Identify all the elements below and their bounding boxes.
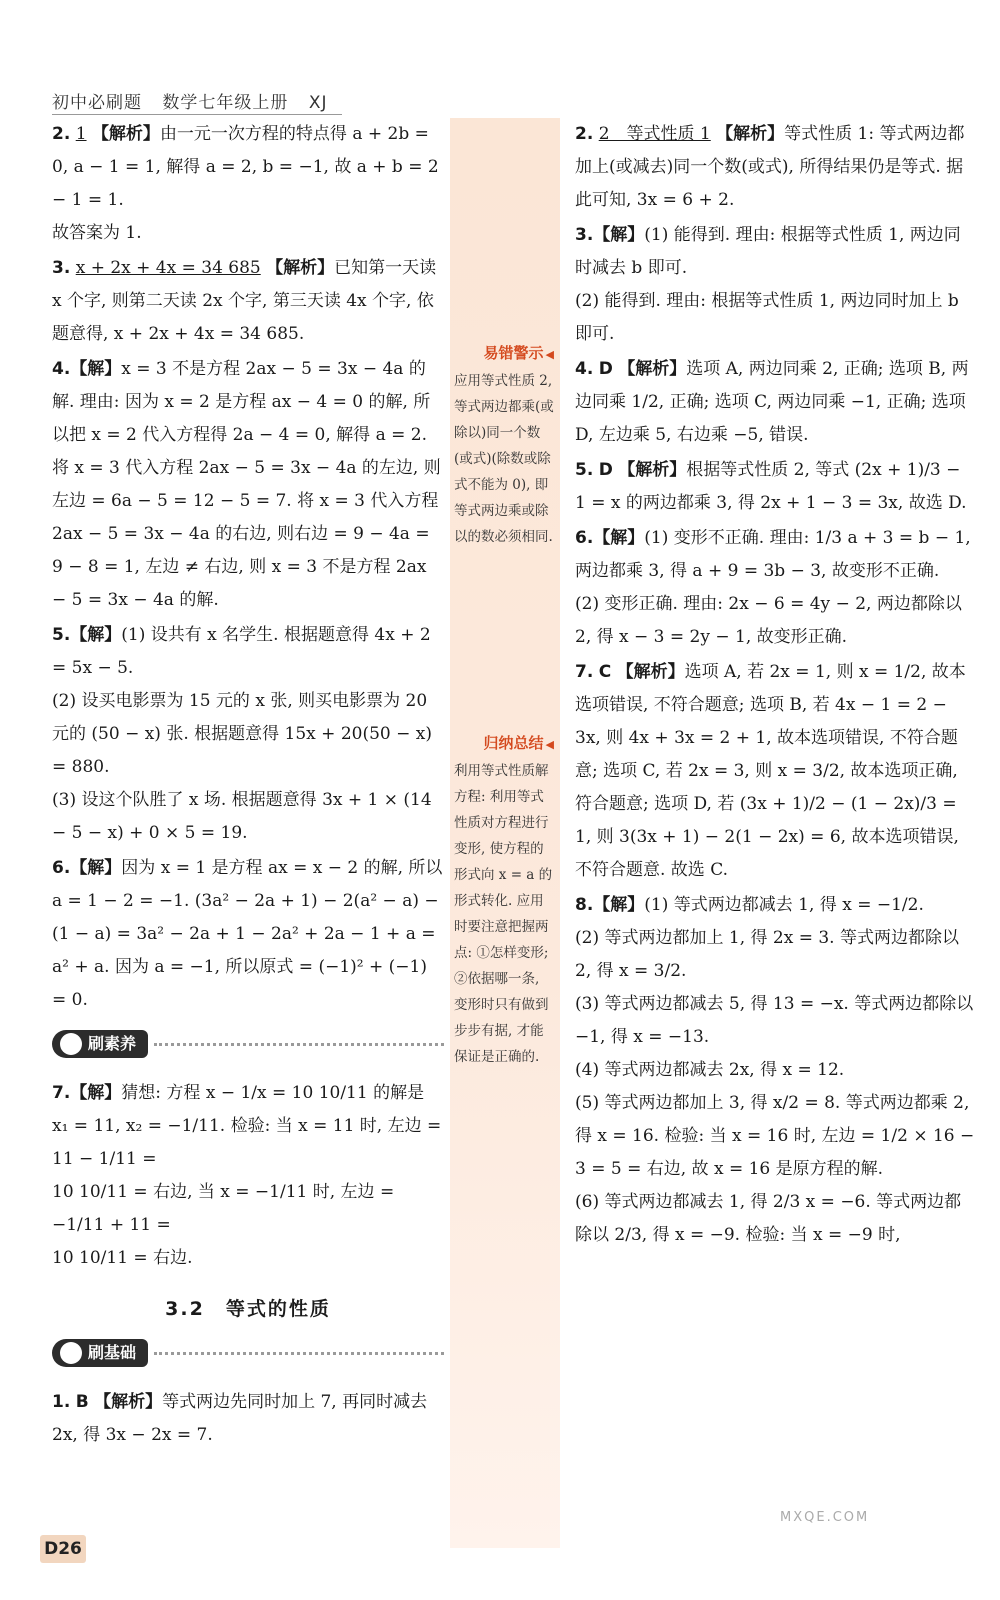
question-r2: 2. 2 等式性质 1 【解析】等式性质 1: 等式两边都加上(或减去)同一个数(或式), 所得结果仍是等式. 据此可知, 3x = 6 + 2. bbox=[575, 124, 965, 210]
header-divider bbox=[52, 114, 342, 115]
question-2: 2. 1 【解析】由一元一次方程的特点得 a + 2b = 0, a − 1 = 1, 解得 a = 2, b = −1, 故 a + b = 2 − 1 = 1. 故答案为 1. bbox=[52, 124, 439, 243]
page-number: D26 bbox=[40, 1535, 86, 1563]
book-edition: XJ bbox=[308, 93, 328, 113]
book-subject: 数学七年级上册 bbox=[162, 93, 289, 113]
question-3: 3. x + 2x + 4x = 34 685 【解析】已知第一天读 x 个字, 则第二天读 2x 个字, 第三天读 4x 个字, 依题意得, x + 2x + 4x = 34 685. bbox=[52, 258, 437, 344]
banner-literacy: 刷素养 bbox=[52, 1029, 444, 1059]
watermark: MXQE.COM bbox=[780, 1510, 870, 1525]
note-summary: 归纳总结 ◀ 利用等式性质解方程: 利用等式性质对方程进行变形, 使方程的形式向 x = a 的形式转化. 应用时要注意把握两点: ①怎样变形; ②依据哪一条, 变形时只有做到步步有据, 才能保证是正确的. bbox=[454, 730, 554, 1070]
note-common-mistake: 易错警示 ◀ 应用等式性质 2, 等式两边都乘(或除以)同一个数(或式)(除数或除式不能为 0), 即等式两边乘或除以的数必须相同. bbox=[454, 340, 554, 550]
question-5: 5.【解】(1) 设共有 x 名学生. 根据题意得 4x + 2 = 5x − 5. (2) 设买电影票为 15 元的 x 张, 则买电影票为 20 元的 (50 − x) 张. 根据题意得 15x + 20(50 − x) = 880. (3) 设这个队胜了 x 场. 根据题意得 3x + 1 × (14 − 5 − x) + 0 × 5 = 19. bbox=[52, 625, 432, 843]
question-r5: 5. D 【解析】根据等式性质 2, 等式 (2x + 1)/3 − 1 = x 的两边都乘 3, 得 2x + 1 − 3 = 3x, 故选 D. bbox=[575, 460, 967, 513]
right-column bbox=[575, 118, 975, 1254]
left-column bbox=[52, 118, 444, 1454]
question-7: 7.【解】猜想: 方程 x − 1/x = 10 10/11 的解是 x₁ = 11, x₂ = −1/11. 检验: 当 x = 11 时, 左边 = 11 − 1/11 = 10 10/11 = 右边, 当 x = −1/11 时, 左边 = −1/11 + 11 = 10 10/11 = 右边. bbox=[52, 1083, 442, 1268]
section-title: 3.2 等式的性质 bbox=[165, 1298, 331, 1320]
pencil-icon bbox=[60, 1342, 82, 1364]
question-r6: 6.【解】(1) 变形不正确. 理由: 1/3 a + 3 = b − 1, 两边都乘 3, 得 a + 9 = 3b − 3, 故变形不正确. (2) 变形正确. 理由: 2x − 6 = 4y − 2, 两边都除以 2, 得 x − 3 = 2y − 1, 故变形正确. bbox=[575, 528, 971, 647]
page-header bbox=[52, 88, 327, 113]
question-r8: 8.【解】(1) 等式两边都减去 1, 得 x = −1/2. (2) 等式两边都加上 1, 得 2x = 3. 等式两边都除以 2, 得 x = 3/2. (3) 等式两边都减去 5, 得 13 = −x. 等式两边都除以 −1, 得 x = −13. (4) 等式两边都减去 2x, 得 x = 12. (5) 等式两边都加上 3, 得 x/2 = 8. 等式两边都乘 2, 得 x = 16. 检验: 当 x = 16 时, 左边 = 1/2 × 16 − 3 = 5 = 右边, 故 x = 16 是原方程的解. (6) 等式两边都减去 1, 得 2/3 x = −6. 等式两边都除以 2/3, 得 x = −9. 检验: 当 x = −9 时, bbox=[575, 895, 975, 1245]
question-4: 4.【解】x = 3 不是方程 2ax − 5 = 3x − 4a 的解. 理由: 因为 x = 2 是方程 ax − 4 = 0 的解, 所以把 x = 2 代入方程得 2a − 4 = 0, 解得 a = 2. 将 x = 3 代入方程 2ax − 5 = 3x − 4a 的左边, 则左边 = 6a − 5 = 12 − 5 = 7. 将 x = 3 代入方程 2ax − 5 = 3x − 4a 的右边, 则右边 = 9 − 4a = 9 − 8 = 1, 左边 ≠ 右边, 则 x = 3 不是方程 2ax − 5 = 3x − 4a 的解. bbox=[52, 359, 441, 610]
question-r7: 7. C 【解析】选项 A, 若 2x = 1, 则 x = 1/2, 故本选项错误, 不符合题意; 选项 B, 若 4x − 1 = 2 − 3x, 则 4x + 3x = 2 + 1, 故本选项错误, 不符合题意; 选项 C, 若 2x = 3, 则 x = 3/2, 故本选项正确, 符合题意; 选项 D, 若 (3x + 1)/2 − (1 − 2x)/3 = 1, 则 3(3x + 1) − 2(1 − 2x) = 6, 故本选项错误, 不符合题意. 故选 C. bbox=[575, 662, 966, 880]
banner-basics: 刷基础 bbox=[52, 1338, 444, 1368]
question-1: 1. B 【解析】等式两边先同时加上 7, 再同时减去 2x, 得 3x − 2x = 7. bbox=[52, 1392, 428, 1445]
question-6: 6.【解】因为 x = 1 是方程 ax = x − 2 的解, 所以 a = 1 − 2 = −1. (3a² − 2a + 1) − 2(a² − a) − (1 − a) = 3a² − 2a + 1 − 2a² + 2a − 1 + a = a² + a. 因为 a = −1, 所以原式 = (−1)² + (−1) = 0. bbox=[52, 858, 443, 1010]
question-r3: 3.【解】(1) 能得到. 理由: 根据等式性质 1, 两边同时减去 b 即可. (2) 能得到. 理由: 根据等式性质 1, 两边同时加上 b 即可. bbox=[575, 225, 961, 344]
book-title: 初中必刷题 bbox=[52, 93, 142, 113]
pencil-icon bbox=[60, 1033, 82, 1055]
question-r4: 4. D 【解析】选项 A, 两边同乘 2, 正确; 选项 B, 两边同乘 1/2, 正确; 选项 C, 两边同乘 −1, 正确; 选项 D, 左边乘 5, 右边乘 −5, 错误. bbox=[575, 359, 969, 445]
